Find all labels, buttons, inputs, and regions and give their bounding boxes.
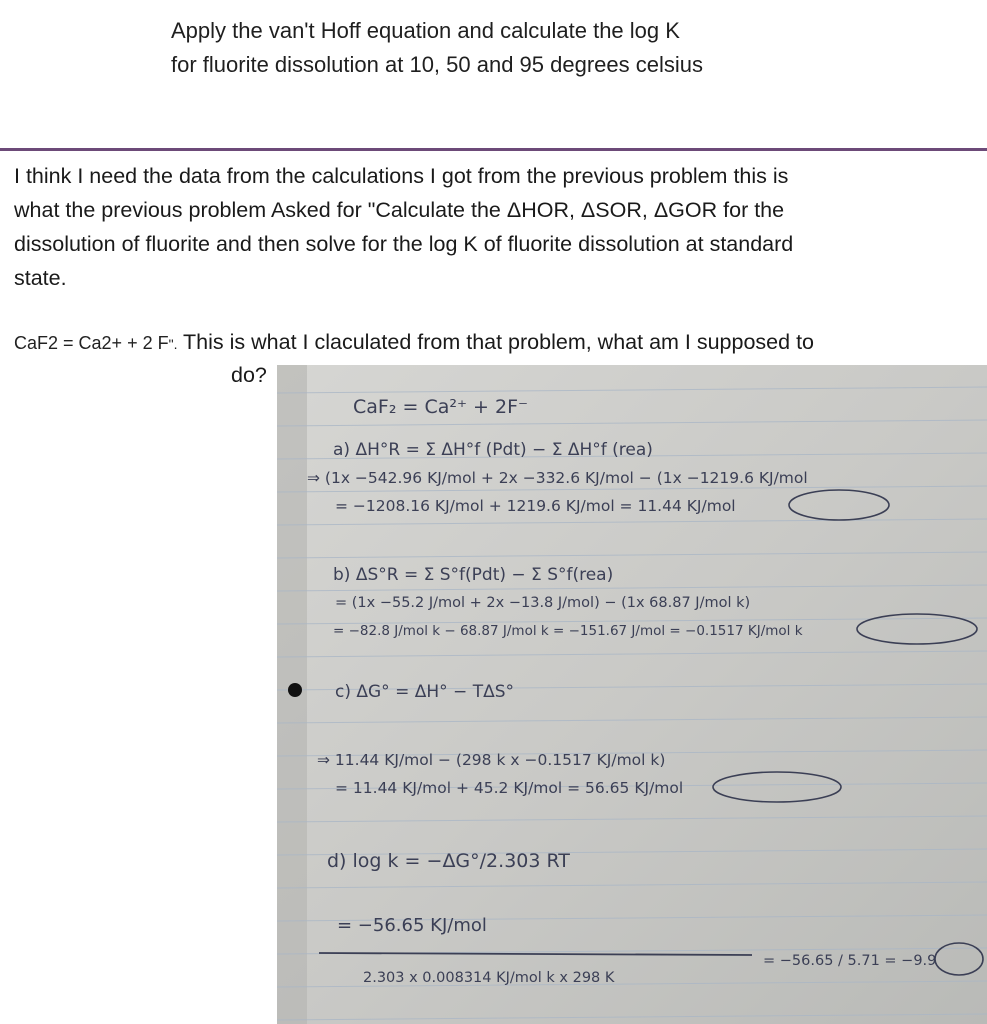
hw-b-line-2: = (1x −55.2 J/mol + 2x −13.8 J/mol) − (1x 68.87 J/mol k) [335,595,751,611]
hw-a-line-1: a) ΔH°R = Σ ΔH°f (Pdt) − Σ ΔH°f (rea) [333,440,653,460]
binder-hole [288,683,302,697]
body-line-1: I think I need the data from the calculations I got from the previous problem this is [14,164,789,188]
reaction-formula: CaF2 = Ca2+ + 2 F [14,333,169,353]
hw-a-line-3: = −1208.16 KJ/mol + 1219.6 KJ/mol = 11.44 KJ/mol [335,497,736,515]
hw-a-line-2: ⇒ (1x −542.96 KJ/mol + 2x −332.6 KJ/mol − (1x −1219.6 KJ/mol [307,469,808,487]
question-title [171,14,703,82]
body-line-4: state. [14,266,67,290]
hw-d-line-4: = −56.65 / 5.71 = −9.9 [763,953,937,969]
reaction-line [14,325,814,361]
hw-c-line-1: c) ΔG° = ΔH° − TΔS° [335,682,515,702]
hw-reaction: CaF₂ = Ca²⁺ + 2F⁻ [353,396,529,418]
reaction-formula-tail: ". [168,336,178,352]
hw-c-line-2: ⇒ 11.44 KJ/mol − (298 k x −0.1517 KJ/mol k) [317,751,666,769]
hw-b-line-3: = −82.8 J/mol k − 68.87 J/mol k = −151.67 J/mol = −0.1517 KJ/mol k [333,623,803,639]
handwritten-work-photo [277,365,987,1024]
question-line-1: Apply the van't Hoff equation and calculate the log K [171,18,680,43]
section-divider [0,148,987,151]
hw-d-line-2: = −56.65 KJ/mol [337,915,487,936]
hw-d-line-3: 2.303 x 0.008314 KJ/mol k x 298 K [363,970,615,986]
hw-c-line-3: = 11.44 KJ/mol + 45.2 KJ/mol = 56.65 KJ/mol [335,779,684,797]
hw-b-line-1: b) ΔS°R = Σ S°f(Pdt) − Σ S°f(rea) [333,565,614,585]
body-line-3: dissolution of fluorite and then solve for the log K of fluorite dissolution at standard [14,232,794,256]
question-body [14,159,974,295]
body-line-2: what the previous problem Asked for "Calculate the ΔHOR, ΔSOR, ΔGOR for the [14,198,785,222]
question-line-2: for fluorite dissolution at 10, 50 and 95 degrees celsius [171,52,703,77]
body-line-5: This is what I claculated from that problem, what am I supposed to [177,330,815,354]
hw-d-line-1: d) log k = −ΔG°/2.303 RT [327,850,570,872]
body-line-6: do? [231,363,267,387]
